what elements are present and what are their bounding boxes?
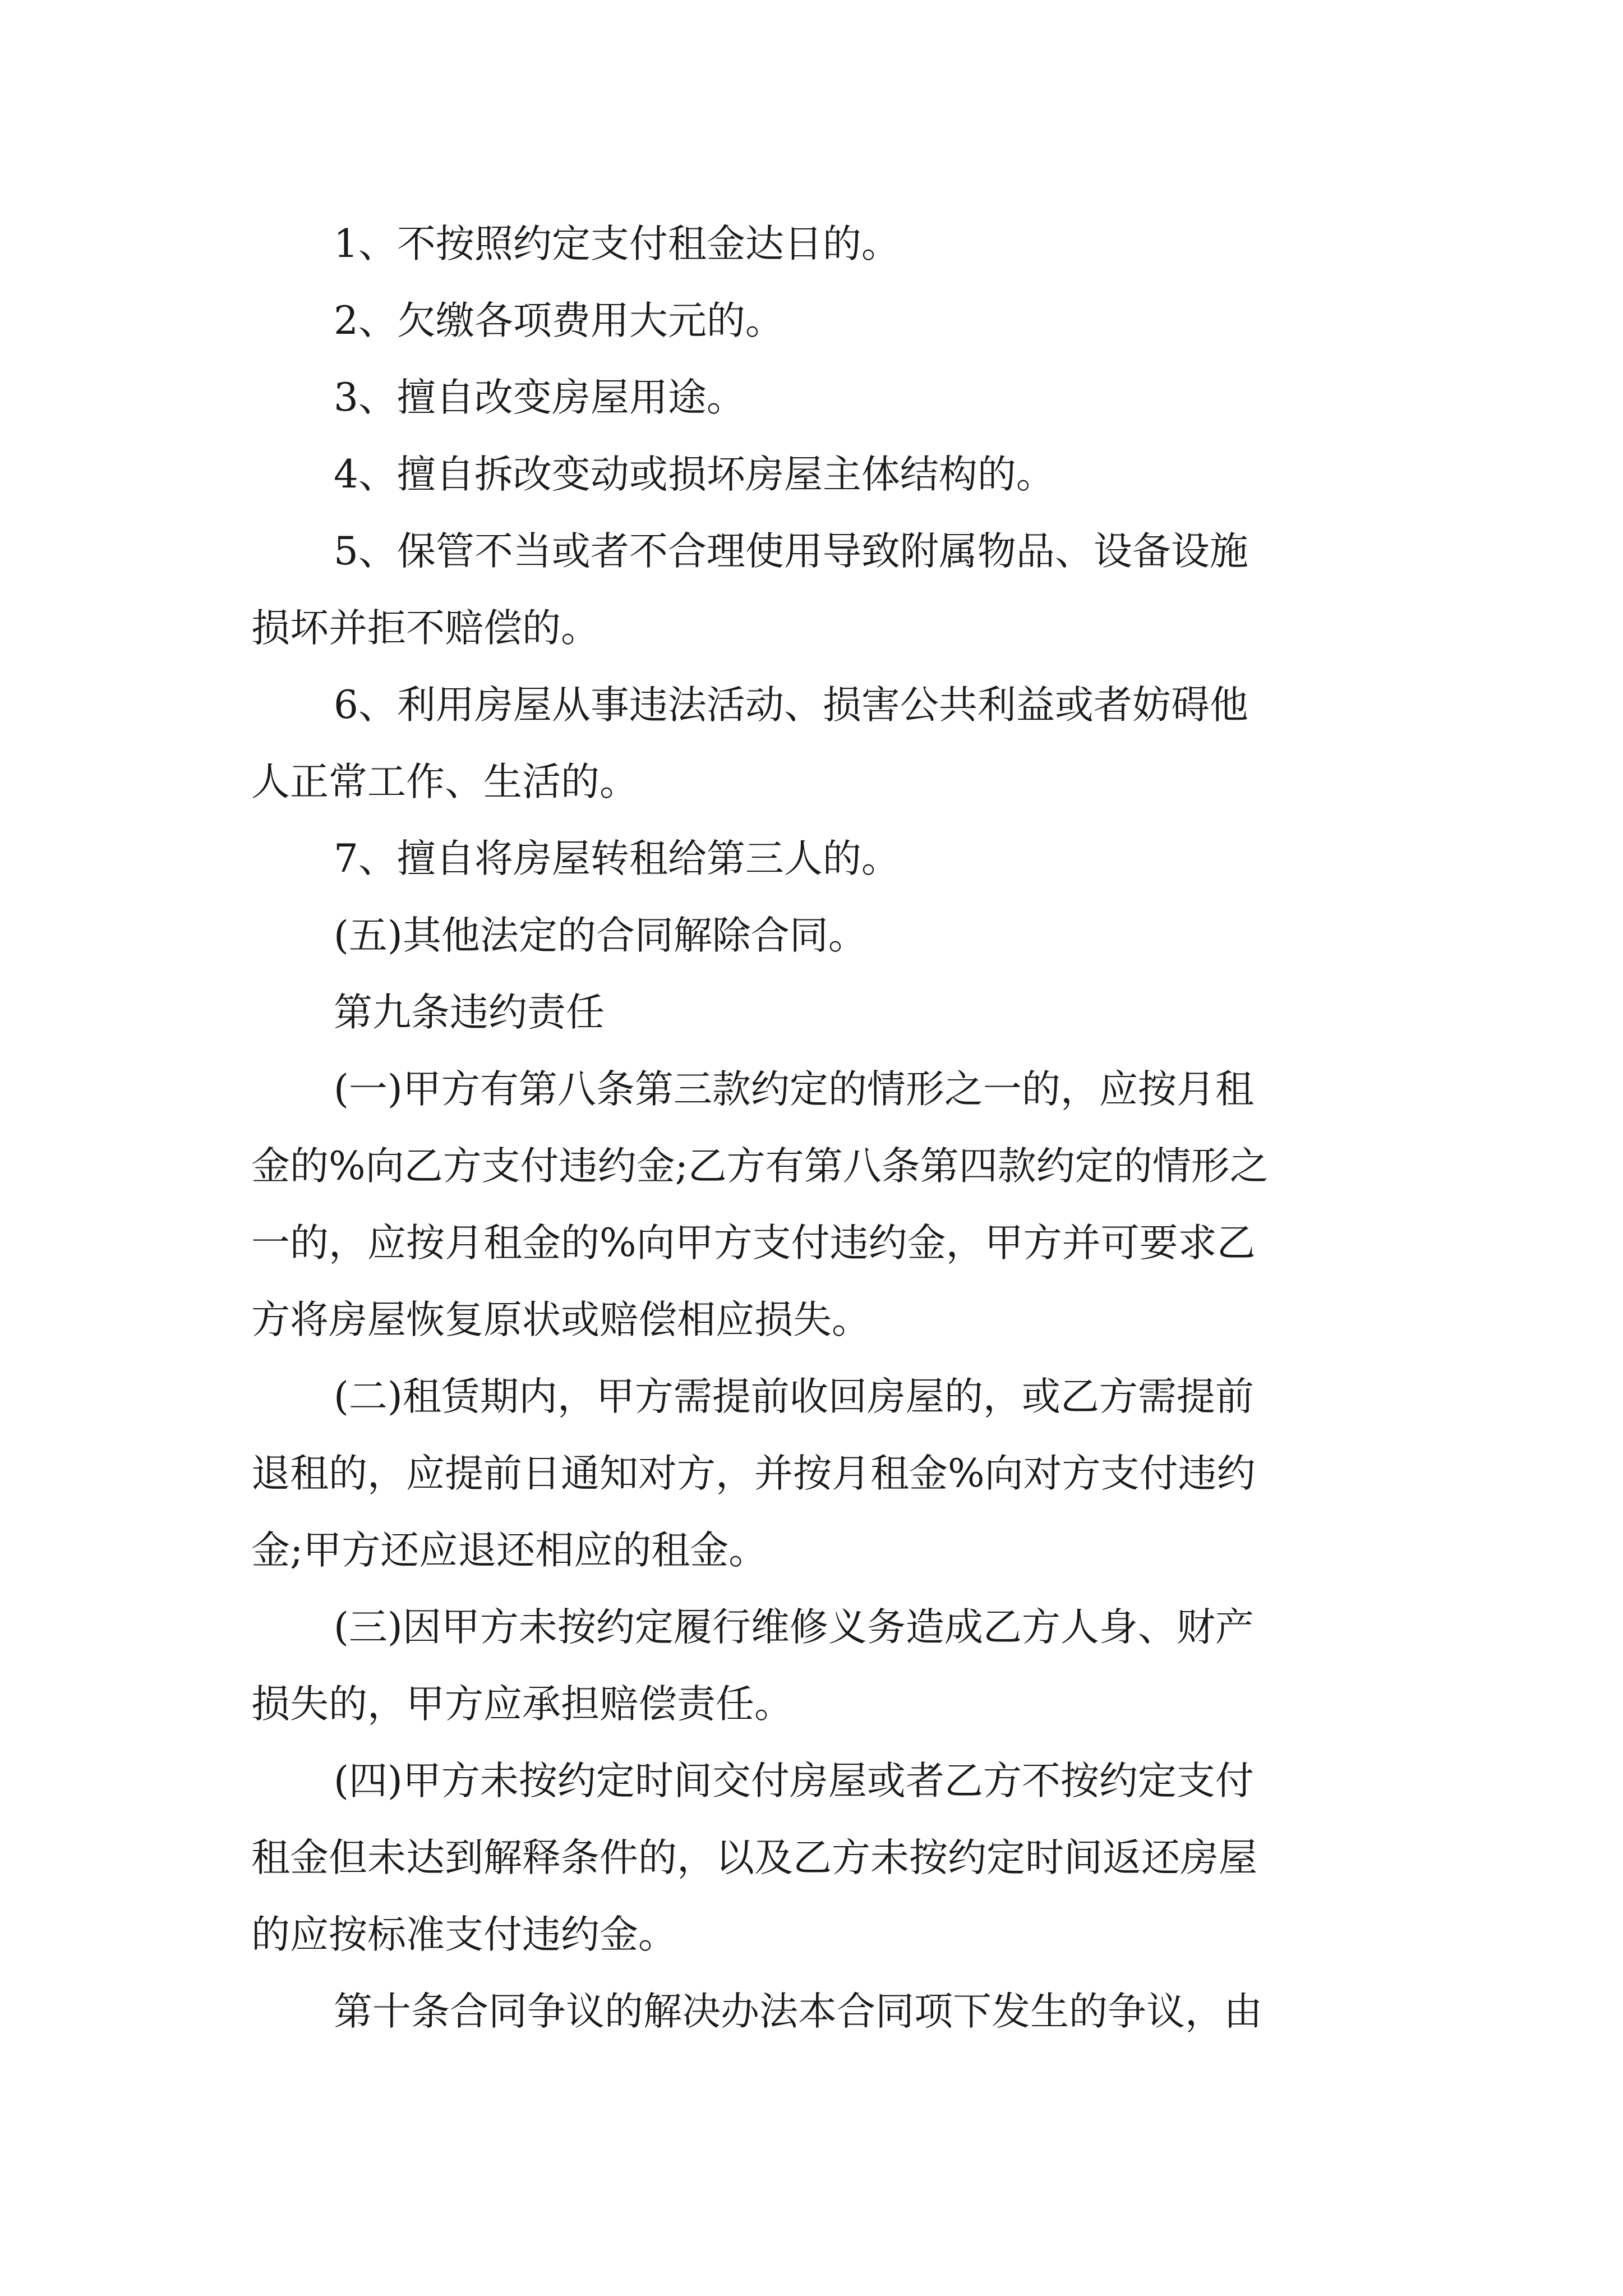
section-heading: 第九条违约责任 [334,990,605,1035]
text-line: 金的%向乙方支付违约金;乙方有第八条第四款约定的情形之 [251,1144,1269,1189]
text-line: 损失的，甲方应承担赔偿责任。 [251,1682,793,1727]
text-line: 5、保管不当或者不合理使用导致附属物品、设备设施 [334,529,1248,574]
text-line: 租金但未达到解释条件的，以及乙方未按约定时间返还房屋 [251,1835,1257,1880]
text-line: 1、不按照约定支付租金达日的。 [334,222,900,266]
text-line: 一的，应按月租金的%向甲方支付违约金，甲方并可要求乙 [251,1221,1256,1266]
text-line: 退租的，应提前日通知对方，并按月租金%向对方支付违约 [251,1451,1256,1496]
text-line: 人正常工作、生活的。 [251,760,638,804]
text-line: (五)其他法定的合同解除合同。 [334,913,867,958]
text-line: (二)租赁期内，甲方需提前收回房屋的，或乙方需提前 [334,1374,1254,1419]
text-line: 3、擅自改变房屋用途。 [334,375,745,420]
text-line: (一)甲方有第八条第三款约定的情形之一的，应按月租 [334,1067,1254,1112]
text-line: 第十条合同争议的解决办法本合同项下发生的争议，由 [334,1989,1262,2034]
text-line: 损坏并拒不赔偿的。 [251,606,600,651]
text-line: 方将房屋恢复原状或赔偿相应损失。 [251,1297,870,1342]
text-line: (三)因甲方未按约定履行维修义务造成乙方人身、财产 [334,1605,1254,1650]
text-line: 金;甲方还应退还相应的租金。 [251,1528,768,1573]
text-line: 6、利用房屋从事违法活动、损害公共利益或者妨碍他 [334,683,1248,728]
text-line: 2、欠缴各项费用大元的。 [334,298,784,343]
text-line: 7、擅自将房屋转租给第三人的。 [334,836,900,881]
text-line: 4、擅自拆改变动或损坏房屋主体结构的。 [334,452,1055,497]
text-line: 的应按标准支付违约金。 [251,1912,677,1957]
text-line: (四)甲方未按约定时间交付房屋或者乙方不按约定支付 [334,1759,1254,1803]
